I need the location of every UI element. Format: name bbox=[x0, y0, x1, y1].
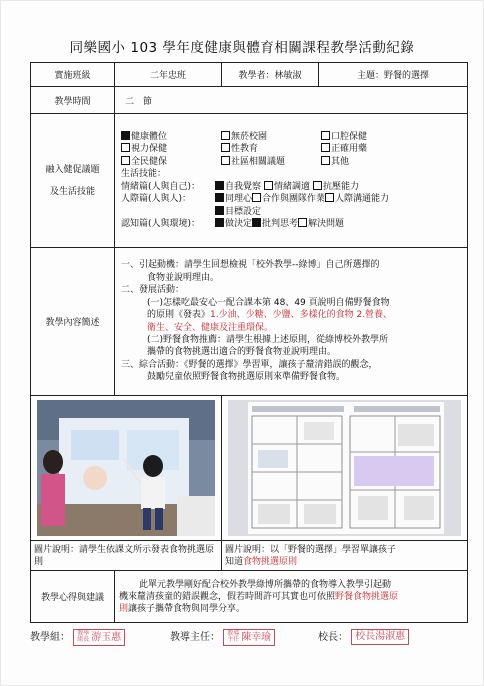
issue-option bbox=[321, 131, 411, 144]
social-label: 人際篇(人與人)： bbox=[121, 194, 192, 204]
class-label: 實施班級 bbox=[31, 63, 115, 87]
cognition-row bbox=[121, 218, 464, 231]
cognition-option-label: 做決定 bbox=[225, 219, 253, 229]
unchecked-box-icon bbox=[121, 156, 130, 165]
content-cell bbox=[115, 248, 468, 396]
social-options-2 bbox=[215, 207, 261, 217]
theme-label: 主題：野餐的選擇 bbox=[319, 63, 468, 87]
reflection-cell bbox=[115, 571, 468, 623]
content-develop-2: (二)野餐食物推薦：請學生根據上述原則，從綠博校外教學所 bbox=[147, 334, 389, 345]
worksheet-photo bbox=[228, 400, 461, 536]
content-intro: 一、引起動機：請學生回想檢視「校外教學--綠博」自己所選擇的 bbox=[121, 260, 380, 271]
emotion-option bbox=[313, 182, 359, 192]
time-label: 教學時間 bbox=[31, 87, 115, 114]
caption-left: 圖片說明：請學生依課文所示發表食物挑選原則 bbox=[31, 541, 222, 571]
content-summary: 三、綜合活動：《野餐的選擇》學習單，讓孩子釐清錯誤的觀念， bbox=[121, 359, 378, 370]
social-option bbox=[215, 194, 252, 204]
principal-stamp: 校長湯淑惠 bbox=[351, 629, 409, 645]
social-option-label: 人際溝通能力 bbox=[335, 194, 390, 204]
principal-label: 校長： bbox=[318, 632, 348, 643]
issue-option bbox=[121, 143, 221, 156]
team-label: 教學組： bbox=[30, 632, 70, 643]
cognition-option bbox=[298, 219, 344, 229]
checked-box-icon bbox=[215, 181, 224, 190]
page-title: 同樂國小 103 學年度健康與體育相關課程教學活動紀錄 bbox=[69, 40, 415, 56]
issues-label bbox=[31, 114, 115, 248]
cognition-options bbox=[215, 219, 344, 229]
issue-option-label: 健康體位 bbox=[131, 131, 168, 142]
emotion-option-label: 抗壓能力 bbox=[323, 181, 360, 192]
cognition-label: 認知篇(人與環境)： bbox=[121, 219, 201, 229]
social-option-label: 合作與團隊作業 bbox=[262, 194, 326, 204]
issue-option bbox=[121, 131, 221, 144]
checked-box-icon bbox=[121, 131, 130, 140]
issue-option bbox=[221, 156, 321, 169]
emotion-option bbox=[215, 182, 261, 192]
checked-box-icon bbox=[215, 218, 224, 227]
issue-option bbox=[121, 156, 221, 169]
content-develop-1: (一)怎樣吃最安心一配合課本第 48、49 頁說明自備野餐食物 bbox=[147, 297, 390, 308]
unchecked-box-icon bbox=[313, 181, 322, 190]
content-develop-heading: 二、發展活動： bbox=[121, 285, 185, 296]
team-stamp: 教學組長 游玉惠 bbox=[73, 629, 125, 646]
social-option-label: 同理心 bbox=[225, 194, 253, 204]
unchecked-box-icon bbox=[252, 193, 261, 202]
emotion-option-label: 情緒調適 bbox=[274, 181, 311, 192]
director-stamp: 教導主任 陳幸瑜 bbox=[223, 629, 275, 646]
checked-box-icon bbox=[252, 218, 261, 227]
issue-option bbox=[221, 131, 321, 144]
content-develop-1b: 的原則《發表》1.少油、少糖、少鹽、多樣化的食物 2.營養、 bbox=[147, 310, 393, 321]
unchecked-box-icon bbox=[298, 218, 307, 227]
classroom-photo-image bbox=[37, 400, 215, 536]
worksheet-photo-image bbox=[228, 400, 461, 536]
content-develop-1c: 衛生、安全、健康及注重環保。 bbox=[147, 322, 274, 333]
cognition-option-label: 解決問題 bbox=[308, 219, 345, 229]
cognition-option bbox=[215, 219, 252, 229]
cognition-option-label: 批判思考 bbox=[262, 219, 299, 229]
issue-options bbox=[121, 131, 464, 169]
issue-option bbox=[321, 143, 411, 156]
issue-option-label: 其他 bbox=[331, 156, 350, 167]
content-label: 教學內容簡述 bbox=[31, 248, 115, 396]
team-signature bbox=[30, 628, 125, 646]
photo-left-cell bbox=[31, 396, 222, 541]
unchecked-box-icon bbox=[121, 143, 130, 152]
issues-label-line2: 及生活技能 bbox=[49, 186, 95, 197]
unchecked-box-icon bbox=[221, 131, 230, 140]
emotion-row bbox=[121, 181, 464, 194]
caption-right bbox=[222, 541, 468, 571]
principal-signature bbox=[318, 628, 409, 645]
checked-box-icon bbox=[215, 206, 224, 215]
class-value: 二年忠班 bbox=[115, 63, 222, 87]
life-skills-label: 生活技能： bbox=[121, 169, 167, 179]
checked-box-icon bbox=[215, 193, 224, 202]
activity-record-table bbox=[30, 62, 468, 623]
emotion-option bbox=[264, 182, 310, 192]
unchecked-box-icon bbox=[221, 143, 230, 152]
reflection-line3: 則讓孩子攜帶食物與同學分享。 bbox=[119, 603, 246, 614]
issues-cell bbox=[115, 114, 468, 248]
social-option bbox=[215, 207, 261, 217]
social-row bbox=[121, 193, 464, 206]
time-value: 二 節 bbox=[115, 87, 468, 114]
unchecked-box-icon bbox=[321, 156, 330, 165]
social-row-2 bbox=[121, 206, 464, 219]
cognition-option bbox=[252, 219, 298, 229]
reflection-label: 教學心得與建議 bbox=[31, 571, 115, 623]
content-develop-2b: 攜帶的食物挑選出適合的野餐食物並說明理由。 bbox=[147, 347, 337, 358]
unchecked-box-icon bbox=[264, 181, 273, 190]
issue-option-label: 性教育 bbox=[231, 144, 259, 154]
issue-option-label: 全民健保 bbox=[131, 156, 168, 167]
unchecked-box-icon bbox=[325, 193, 334, 202]
social-option bbox=[325, 194, 389, 204]
unchecked-box-icon bbox=[221, 156, 230, 165]
director-label: 教導主任： bbox=[170, 632, 220, 643]
unchecked-box-icon bbox=[321, 143, 330, 152]
social-options bbox=[215, 194, 389, 204]
issue-option-label: 正確用藥 bbox=[331, 144, 368, 154]
reflection-line1: 此單元教學剛好配合校外教學綠博所攜帶的食物導入教學引起動 bbox=[139, 579, 392, 590]
content-intro-cont: 食物並說明理由。 bbox=[147, 272, 220, 283]
content-summary-b: 鼓勵兒童依照野餐食物挑選原則來準備野餐食物。 bbox=[147, 372, 346, 383]
teacher-label: 教學者：林敏淑 bbox=[222, 63, 319, 87]
unchecked-box-icon bbox=[321, 131, 330, 140]
issue-option-label: 無菸校園 bbox=[231, 131, 268, 142]
caption-right-line1: 圖片說明：以「野餐的選擇」學習單讓孩子 bbox=[225, 544, 397, 555]
issue-option-label: 社區相關議題 bbox=[231, 156, 286, 167]
caption-right-line2: 知道食物挑選原則 bbox=[225, 556, 298, 567]
issues-label-line1: 融入健促議題 bbox=[45, 164, 100, 175]
emotion-option-label: 自我覺察 bbox=[225, 181, 262, 192]
issue-option bbox=[221, 143, 321, 156]
classroom-photo bbox=[37, 400, 215, 536]
emotion-options bbox=[215, 182, 362, 192]
director-signature bbox=[170, 628, 275, 646]
issue-option bbox=[321, 156, 411, 169]
social-option-label: 目標設定 bbox=[225, 206, 262, 217]
emotion-label: 情緒篇(人與自己)： bbox=[121, 181, 201, 192]
issue-option-label: 口腔保健 bbox=[331, 131, 368, 142]
photo-right-cell bbox=[222, 396, 468, 541]
issue-option-label: 視力保健 bbox=[131, 144, 168, 154]
social-option bbox=[252, 194, 325, 204]
reflection-line2: 機來釐清孩童的錯誤觀念，假若時間許可其實也可依照野餐食物挑選原 bbox=[119, 591, 399, 602]
